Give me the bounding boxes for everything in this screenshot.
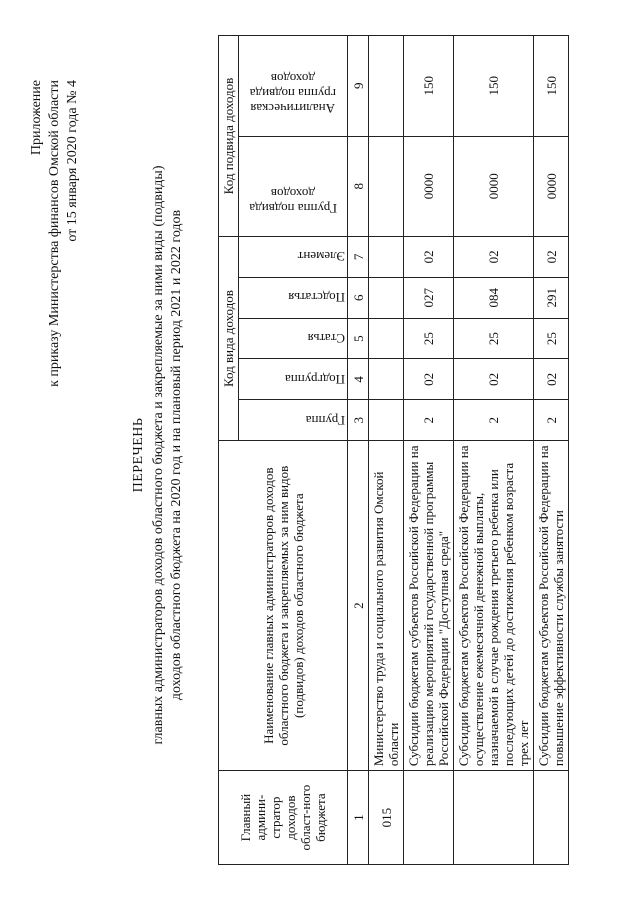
header-admin-label: Главный админи-стратор доходов област-ного бюджета [238, 784, 328, 851]
row-article: 25 [454, 318, 534, 359]
row-analytic: 150 [534, 36, 569, 137]
row-analytic: 150 [454, 36, 534, 137]
header-group [239, 400, 348, 441]
row-name: Субсидии бюджетам субъектов Российской Федерации на реализацию мероприятий государственной программы Российской Федерации "Доступная среда" [404, 441, 454, 771]
header-name-label: Наименование главных администраторов доходов областного бюджета и закрепляемых за ним видов (подвидов) доходов областного бюджета [260, 465, 306, 746]
row-subgroup: 02 [404, 359, 454, 400]
col-num-5: 5 [348, 318, 369, 359]
header-article [239, 318, 348, 359]
header-sub-group [219, 36, 239, 237]
table-row [454, 36, 534, 865]
title-line-1: главных администраторов доходов областного бюджета и закрепляемые за ними виды (подвиды) [151, 165, 166, 745]
col-num-7: 7 [348, 236, 369, 277]
row-analytic: 150 [404, 36, 454, 137]
row-subgroup: 02 [534, 359, 569, 400]
header-sub-kind-group-label: Группа подвида доходов [249, 186, 337, 217]
row-sub-group: 0000 [534, 136, 569, 236]
row-group: 2 [454, 400, 534, 441]
header-sub-group-label: Код подвида доходов [221, 77, 236, 195]
row-subarticle: 084 [454, 277, 534, 318]
row-group [369, 400, 404, 441]
row-admin-code [404, 771, 454, 865]
column-number-row [348, 36, 369, 865]
col-num-2: 2 [348, 441, 369, 771]
table-row [369, 36, 404, 865]
header-subgroup [239, 359, 348, 400]
row-subgroup [369, 359, 404, 400]
row-name: Субсидии бюджетам субъектов Российской Федерации на осуществление ежемесячной денежной выплаты, назначаемой в случае рождения третьего ребенка или последующих детей до достижения ребенком возраста трех лет [454, 441, 534, 771]
row-admin-code [454, 771, 534, 865]
header-sub-kind-group [239, 136, 348, 236]
header-name [219, 441, 348, 771]
table-row [404, 36, 454, 865]
row-name: Министерство труда и социального развития Омской области [369, 441, 404, 771]
header-analytic-group [239, 36, 348, 137]
row-article: 25 [404, 318, 454, 359]
row-element: 02 [404, 236, 454, 277]
appendix-line-1: Приложение [29, 80, 44, 156]
header-analytic-group-label: Аналитическая группа подвида доходов [249, 70, 337, 116]
header-subgroup-label: Подгруппа [285, 371, 345, 387]
row-sub-group: 0000 [454, 136, 534, 236]
row-name: Субсидии бюджетам субъектов Российской Федерации на повышение эффективности службы занятости [534, 441, 569, 771]
row-group: 2 [404, 400, 454, 441]
row-element: 02 [534, 236, 569, 277]
row-article [369, 318, 404, 359]
header-kind-group [219, 236, 239, 440]
title-heading: ПЕРЕЧЕНЬ [131, 417, 146, 493]
header-admin [219, 771, 348, 865]
title-line-2: доходов областного бюджета на 2020 год и на плановый период 2021 и 2022 годов [169, 209, 184, 701]
header-subarticle [239, 277, 348, 318]
row-subarticle: 291 [534, 277, 569, 318]
row-sub-group [369, 136, 404, 236]
row-subarticle [369, 277, 404, 318]
row-subarticle: 027 [404, 277, 454, 318]
header-element [239, 236, 348, 277]
col-num-1: 1 [348, 771, 369, 865]
row-admin-code [534, 771, 569, 865]
table-row [534, 36, 569, 865]
col-num-9: 9 [348, 36, 369, 137]
col-num-8: 8 [348, 136, 369, 236]
appendix-line-3: от 15 января 2020 года № 4 [65, 80, 80, 242]
header-article-label: Статья [307, 331, 345, 347]
row-group: 2 [534, 400, 569, 441]
appendix-block [28, 80, 82, 387]
row-element: 02 [454, 236, 534, 277]
header-subarticle-label: Подстатья [288, 290, 345, 306]
row-article: 25 [534, 318, 569, 359]
row-subgroup: 02 [454, 359, 534, 400]
header-group-label: Группа [305, 412, 345, 428]
row-element [369, 236, 404, 277]
header-element-label: Элемент [297, 249, 345, 265]
col-num-3: 3 [348, 400, 369, 441]
header-row-1 [219, 36, 239, 865]
document-title [130, 65, 186, 845]
col-num-6: 6 [348, 277, 369, 318]
row-sub-group: 0000 [404, 136, 454, 236]
col-num-4: 4 [348, 359, 369, 400]
appendix-line-2: к приказу Министерства финансов Омской области [47, 80, 62, 387]
header-kind-group-label: Код вида доходов [221, 290, 236, 388]
revenue-table [218, 35, 569, 865]
row-analytic [369, 36, 404, 137]
row-admin-code: 015 [369, 771, 404, 865]
